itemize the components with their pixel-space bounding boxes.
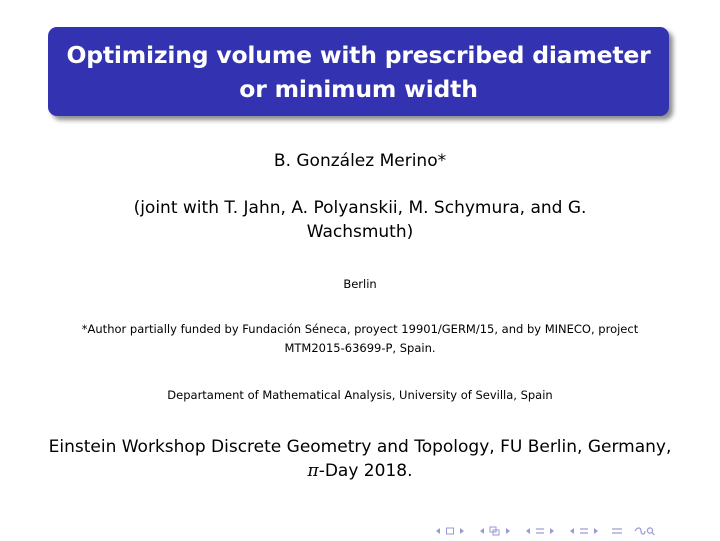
- subsection-box-icon: [489, 526, 501, 536]
- event-info: [40, 435, 680, 483]
- document-lines-icon: [579, 526, 589, 536]
- next-frame-icon[interactable]: [457, 526, 467, 536]
- coauthors: (joint with T. Jahn, A. Polyanskii, M. Schymura, and G. Wachsmuth): [133, 198, 587, 242]
- previous-section-icon[interactable]: [523, 526, 533, 536]
- search-nav: [633, 526, 657, 536]
- next-subsection-icon[interactable]: [503, 526, 513, 536]
- department: Departament of Mathematical Analysis, University of Sevilla, Spain: [167, 388, 553, 402]
- next-document-icon[interactable]: [591, 526, 601, 536]
- funding-note: *Author partially funded by Fundación Séneca, proyect 19901/GERM/15, and by MINECO, project MTM2015-63699-P, Spain.: [81, 322, 639, 355]
- beamer-navigation: [433, 524, 657, 538]
- title-box: [48, 27, 669, 116]
- event-pi: π: [307, 461, 319, 481]
- event-prefix: Einstein Workshop Discrete Geometry and Topology, FU Berlin, Germany,: [48, 437, 672, 457]
- next-section-icon[interactable]: [547, 526, 557, 536]
- city: Berlin: [343, 277, 377, 291]
- event-suffix: -Day 2018.: [318, 461, 413, 481]
- author-name: B. González Merino*: [273, 151, 447, 171]
- previous-subsection-icon[interactable]: [477, 526, 487, 536]
- first-frame-icon[interactable]: [433, 526, 443, 536]
- document-nav: [567, 526, 601, 536]
- section-nav: [523, 526, 557, 536]
- previous-document-icon[interactable]: [567, 526, 577, 536]
- frame-nav: [433, 526, 467, 536]
- frame-box-icon: [445, 526, 455, 536]
- subsection-nav: [477, 526, 513, 536]
- search-icon[interactable]: [633, 526, 657, 536]
- align-nav: [611, 526, 623, 536]
- section-lines-icon: [535, 526, 545, 536]
- slide-title: Optimizing volume with prescribed diameter or minimum width: [66, 40, 651, 103]
- align-icon[interactable]: [611, 526, 623, 536]
